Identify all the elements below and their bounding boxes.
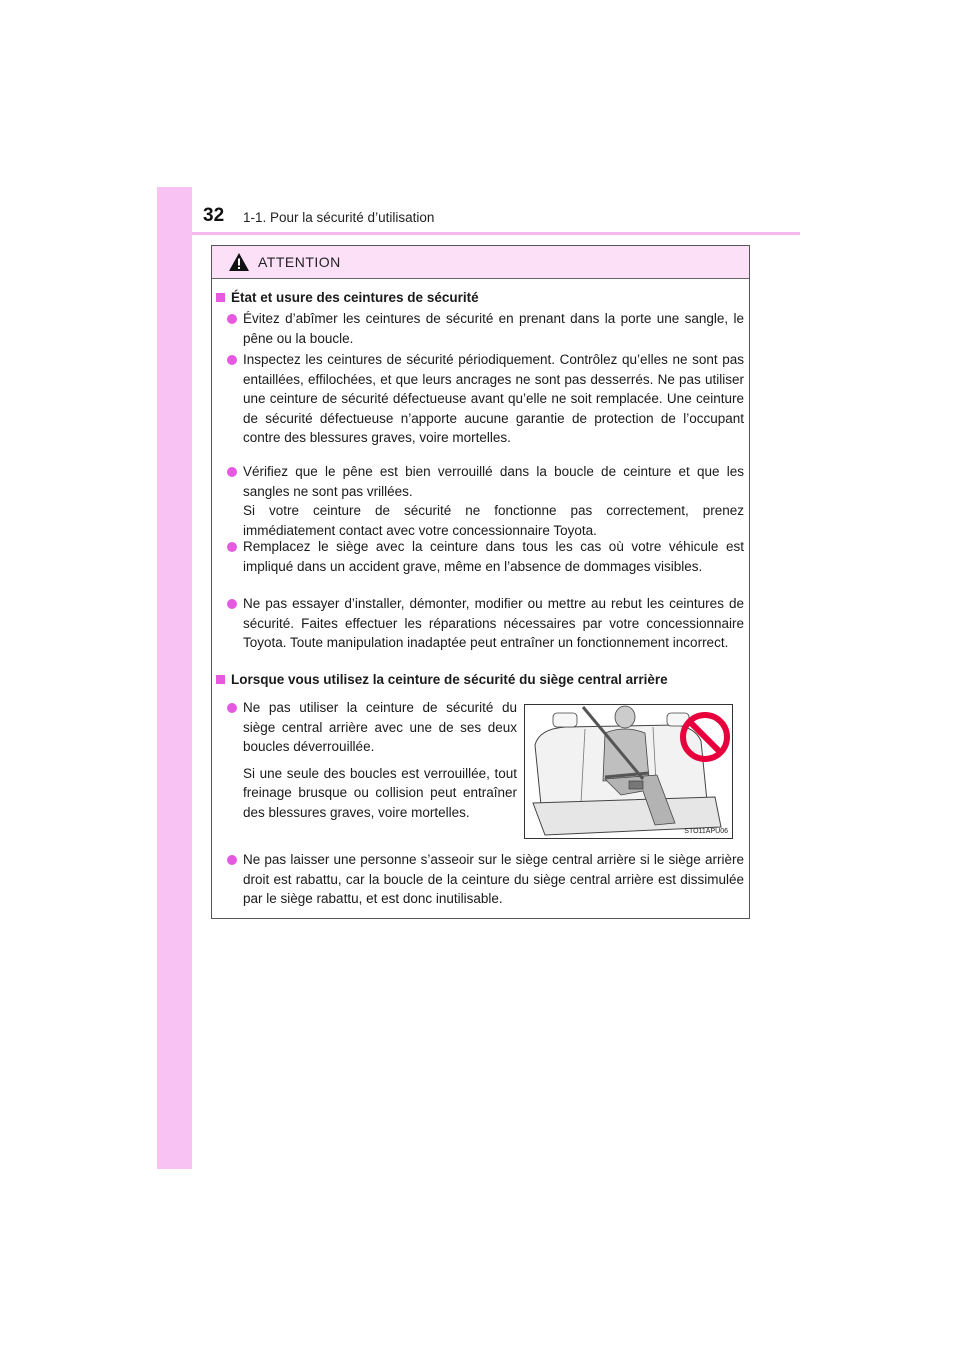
bullet-dot-icon — [227, 314, 237, 324]
list-item: Remplacez le siège avec la ceinture dans tous les cas où votre véhicule est impliqué dans un accident grave, même en l’absence de dommages visibles. — [227, 537, 744, 576]
header-rule — [192, 232, 800, 235]
list-item: Ne pas laisser une personne s’asseoir sur le siège central arrière si le siège arrière droit est rabattu, car la boucle de la ceinture du siège central arrière est dissimulée par le siège rabattu, et est donc inutilisable. — [227, 850, 744, 909]
square-bullet-icon — [216, 675, 225, 684]
page-number: 32 — [203, 205, 225, 226]
list-item: Ne pas essayer d’installer, démonter, modifier ou mettre au rebut les ceintures de sécurité. Faites effectuer les réparations nécessaires par votre concessionnaire Toyota. Toute manipulation inadaptée peut entraîner un fonctionnement incorrect. — [227, 594, 744, 653]
bullet-dot-icon — [227, 599, 237, 609]
bullet-dot-icon — [227, 855, 237, 865]
warning-triangle-icon — [228, 252, 250, 272]
bullet-dot-icon — [227, 467, 237, 477]
bullet-dot-icon — [227, 703, 237, 713]
list-item: Inspectez les ceintures de sécurité périodiquement. Contrôlez qu’elles ne sont pas entaillées, effilochées, et que leurs ancrages ne sont pas desserrés. Ne pas utiliser une ceinture de sécurité défectueuse avant qu’elle ne soit remplacée. Une ceinture de sécurité défectueuse n’apporte aucune garantie de protection de l’occupant contre des blessures graves, voire mortelles. — [227, 350, 744, 448]
list-item: Vérifiez que le pêne est bien verrouillé dans la boucle de ceinture et que les sangles ne sont pas vrillées. Si votre ceinture de sécurité ne fonctionne pas correctement, prenez immédiatement contact avec votre concessionnaire Toyota. — [227, 462, 744, 540]
section-title-center-belt: Lorsque vous utilisez la ceinture de sécurité du siège central arrière — [216, 672, 668, 687]
list-item: Ne pas utiliser la ceinture de sécurité du siège central arrière avec une de ses deux boucles déverrouillée. Si une seule des boucles est verrouillée, tout freinage brusque ou collision peut entraîner des blessures graves, voire mortelles. — [227, 698, 517, 822]
running-head: 1-1. Pour la sécurité d’utilisation — [243, 210, 435, 225]
list-item: Évitez d’abîmer les ceintures de sécurité en prenant dans la porte une sangle, le pêne ou la boucle. — [227, 309, 744, 348]
figure-caption: STO11APU06 — [684, 828, 728, 835]
warning-header — [212, 246, 749, 279]
rear-seat-figure — [525, 705, 732, 838]
warning-box — [211, 245, 750, 919]
bullet-dot-icon — [227, 355, 237, 365]
square-bullet-icon — [216, 293, 225, 302]
rear-seat-illustration — [524, 704, 733, 839]
side-band — [157, 187, 192, 1169]
warning-title: ATTENTION — [258, 254, 341, 270]
bullet-dot-icon — [227, 542, 237, 552]
section-title-belt-condition: État et usure des ceintures de sécurité — [216, 290, 479, 305]
